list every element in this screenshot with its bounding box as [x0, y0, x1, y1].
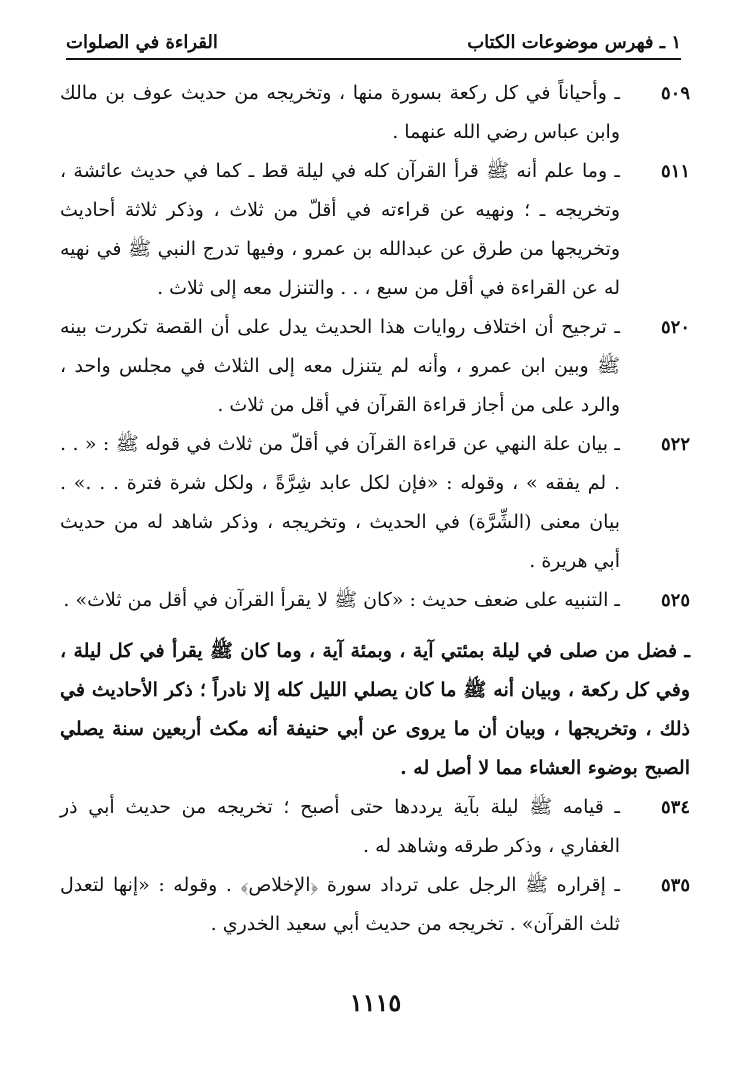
entry-text: ـ بيان علة النهي عن قراءة القرآن في أقلّ من ثلاث في قوله ﷺ : « . . . لم يفقه » ، وقوله : «فإن لكل عابد شِرَّةً ، ولكل شرة فترة . . .» . بيان معنى (الشِّرَّة) في الحديث ، وتخريجه ، وذكر شاهد له من حديث أبي هريرة .: [60, 433, 620, 572]
page-number: ٥٣٥: [660, 875, 690, 896]
page-folio: ١١١٥: [349, 988, 402, 1017]
index-entry: [60, 152, 690, 308]
entry-text: ـ قيامه ﷺ ليلة بآية يرددها حتى أصبح ؛ تخريجه من حديث أبي ذر الغفاري ، وذكر طرقه وشاهد له .: [60, 796, 620, 857]
index-entry: [60, 308, 690, 425]
index-entry: [60, 788, 690, 866]
entry-text: ـ وما علم أنه ﷺ قرأ القرآن كله في ليلة قط ـ كما في حديث عائشة ، وتخريجه ـ ؛ ونهيه عن قراءته في أقلّ من ثلاث ، وذكر ثلاثة أحاديث وتخريجها من طرق عن عبدالله بن عمرو ، وفيها تدرج النبي ﷺ في نهيه له عن القراءة في أقل من سبع ، . . والتنزل معه إلى ثلاث .: [60, 160, 620, 299]
index-entry: [60, 74, 690, 152]
page-number: ٥٢٥: [660, 590, 690, 611]
running-header: [66, 28, 681, 56]
header-divider: [66, 58, 681, 60]
entry-text: ـ فضل من صلى في ليلة بمئتي آية ، وبمئة آية ، وما كان ﷺ يقرأ في كل ليلة ، وفي كل ركعة ، وبيان أنه ﷺ ما كان يصلي الليل كله إلا نادراً ؛ ذكر الأحاديث في ذلك ، وتخريجها ، وبيان أن ما يروى عن أبي حنيفة أنه مكث أربعين سنة يصلي الصبح بوضوء العشاء مما لا أصل له .: [60, 640, 690, 779]
index-entry-heading: [60, 632, 690, 788]
page-number: ٥٠٩: [660, 83, 690, 104]
index-entry: [60, 425, 690, 581]
page-number: ٥٣٤: [660, 797, 690, 818]
chapter-title: ١ ـ فهرس موضوعات الكتاب: [467, 31, 681, 53]
page-number: ٥١١: [660, 161, 690, 182]
entry-text: ـ إقراره ﷺ الرجل على ترداد سورة ﴿الإخلاص﴾ . وقوله : «إنها لتعدل ثلث القرآن» . تخريجه من حديث أبي سعيد الخدري .: [60, 874, 620, 935]
entry-text: ـ وأحياناً في كل ركعة بسورة منها ، وتخريجه من حديث عوف بن مالك وابن عباس رضي الله عنهما .: [60, 82, 620, 143]
entry-text: ـ ترجيح أن اختلاف روايات هذا الحديث يدل على أن القصة تكررت بينه ﷺ وبين ابن عمرو ، وأنه لم يتنزل معه إلى الثلاث في مجلس واحد ، والرد على من أجاز قراءة القرآن في أقل من ثلاث .: [60, 316, 620, 416]
section-title: القراءة في الصلوات: [66, 31, 218, 53]
index-entry: [60, 866, 690, 944]
page-number: ٥٢٠: [660, 317, 690, 338]
page-number: ٥٢٢: [660, 434, 690, 455]
entry-text: ـ التنبيه على ضعف حديث : «كان ﷺ لا يقرأ القرآن في أقل من ثلاث» .: [63, 589, 620, 611]
index-entries: [60, 74, 690, 944]
index-entry: [60, 581, 690, 620]
